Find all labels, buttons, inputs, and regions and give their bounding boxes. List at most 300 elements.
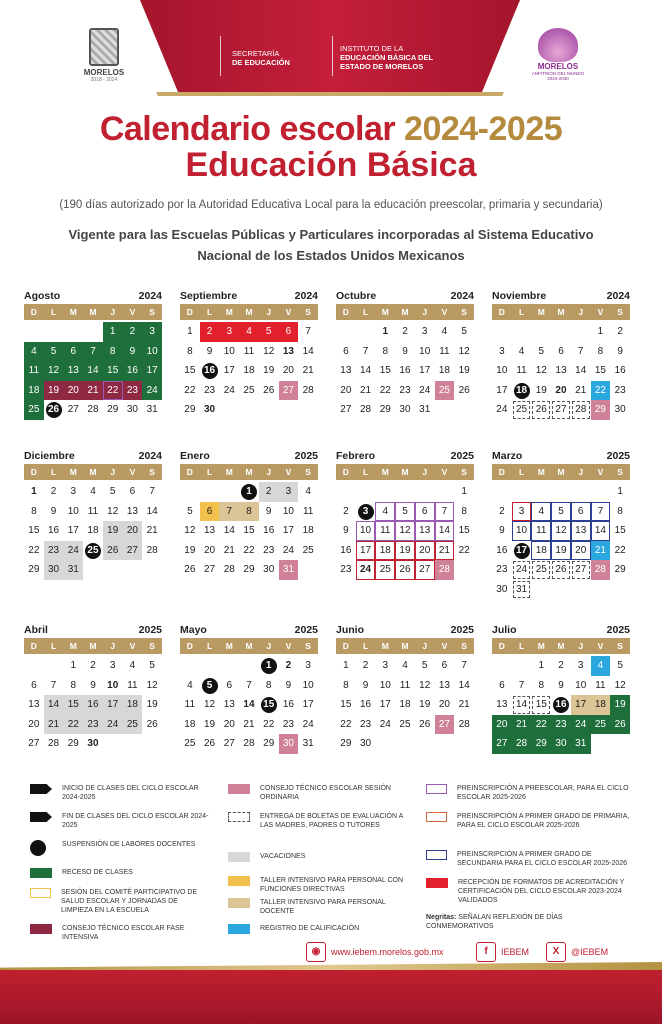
calendar-day: 17 xyxy=(379,699,391,710)
weekday-label: L xyxy=(206,467,213,477)
header-divider xyxy=(220,36,221,76)
weekday-header xyxy=(180,638,318,654)
empty-day xyxy=(44,656,64,676)
calendar-day: 19 xyxy=(551,541,571,561)
calendar-day: 21 xyxy=(146,525,158,536)
calendar-day: 30 xyxy=(204,404,216,415)
calendar-day: 14 xyxy=(575,365,587,376)
calendar-day: 26 xyxy=(146,718,158,730)
suspension-day-marker: 16 xyxy=(202,363,218,379)
calendar-day: 26 xyxy=(204,738,216,749)
calendar-day: 3 xyxy=(577,660,584,671)
weekday-label: D xyxy=(186,307,193,317)
calendar-day: 3 xyxy=(499,345,505,357)
calendar-day: 17 xyxy=(356,541,376,561)
title-text: Calendario escolar xyxy=(99,110,396,148)
weekday-label: J xyxy=(110,467,116,477)
empty-day xyxy=(200,482,220,502)
calendar-day: 24 xyxy=(302,718,314,730)
calendar-day: 1 xyxy=(382,326,389,337)
calendar-day: 20 xyxy=(223,718,235,730)
calendar-day: 3 xyxy=(109,660,116,671)
calendar-day: 13 xyxy=(555,365,567,376)
calendar-day: 15 xyxy=(28,525,40,536)
calendar-day: 3 xyxy=(512,502,532,522)
calendar-day: 29 xyxy=(107,404,119,415)
calendar-day: 30 xyxy=(496,583,508,595)
calendar-day: 1 xyxy=(187,326,193,337)
legend-text: VACACIONES xyxy=(260,853,306,860)
weekday-label: M xyxy=(225,307,233,317)
month-year: 2024 xyxy=(294,290,318,302)
calendar-day xyxy=(259,695,279,715)
empty-day xyxy=(492,482,512,502)
legend-item xyxy=(30,868,210,878)
calendar-day: 6 xyxy=(441,660,448,671)
calendar-day: 19 xyxy=(535,384,547,396)
suspension-day-marker: 5 xyxy=(202,678,218,694)
weekday-label: J xyxy=(422,641,428,651)
calendar-day: 18 xyxy=(591,695,611,715)
calendar-day: 7 xyxy=(149,486,155,497)
calendar-day: 25 xyxy=(375,560,395,580)
month-enero xyxy=(180,450,318,580)
calendar-day: 21 xyxy=(591,541,611,561)
calendar-day: 20 xyxy=(204,544,216,556)
calendar-day: 14 xyxy=(458,679,470,691)
facebook-link[interactable] xyxy=(476,942,529,962)
calendar-day: 31 xyxy=(571,734,591,754)
calendar-day: 12 xyxy=(146,679,158,691)
legend-item xyxy=(228,898,408,916)
weekday-label: J xyxy=(578,467,584,477)
globe-icon: ◉ xyxy=(306,942,326,962)
calendar-day: 3 xyxy=(421,326,428,337)
weekday-label: M xyxy=(89,307,97,317)
weekday-header xyxy=(180,464,318,480)
calendar-day: 26 xyxy=(531,400,551,420)
calendar-day: 7 xyxy=(518,679,525,691)
calendar-day: 23 xyxy=(360,718,372,730)
calendar-day: 9 xyxy=(265,505,272,517)
month-year: 2024 xyxy=(606,290,630,302)
calendar-day: 21 xyxy=(302,365,314,376)
validity-line1: Vigente para las Escuelas Públicas y Particulares incorporadas al Sistema Educativo xyxy=(68,227,594,242)
calendar-day: 6 xyxy=(343,345,349,357)
month-header xyxy=(24,624,162,637)
calendar-day: 2 xyxy=(90,660,96,671)
weekday-header xyxy=(24,638,162,654)
green-legend-icon xyxy=(30,868,52,878)
blue-legend-icon xyxy=(228,924,250,934)
calendar-day: 22 xyxy=(243,544,255,556)
month-year: 2025 xyxy=(606,450,630,462)
website-link[interactable] xyxy=(306,942,444,962)
calendar-day: 14 xyxy=(83,361,103,381)
calendar-day: 28 xyxy=(591,560,611,580)
red-legend-icon xyxy=(426,878,448,888)
calendar-day: 15 xyxy=(184,365,196,376)
weekday-label: M xyxy=(381,467,389,477)
calendar-day: 30 xyxy=(360,738,372,749)
weekday-label: L xyxy=(518,307,525,317)
legend-text: PREINSCRIPCIÓN A PRIMER GRADO DE SECUNDARIA PARA EL CICLO ESCOLAR 2025-2026 xyxy=(457,851,628,867)
suspension-day-marker: 17 xyxy=(514,543,530,559)
days-authorized-note: (190 días autorizado por la Autoridad Educativa Local para la educación preescolar, primaria y secundaria) xyxy=(59,199,603,211)
calendar-day: 13 xyxy=(415,521,435,541)
calendar-day: 10 xyxy=(67,505,79,517)
calendar-day: 13 xyxy=(63,361,83,381)
calendar-day: 7 xyxy=(435,502,455,522)
calendar-day: 12 xyxy=(551,521,571,541)
weekday-label: M xyxy=(245,641,253,651)
calendar-day: 7 xyxy=(461,660,467,671)
calendar-day: 27 xyxy=(415,560,435,580)
empty-day xyxy=(63,322,83,342)
weekday-label: M xyxy=(401,641,409,651)
weekday-label: S xyxy=(149,467,155,477)
weekday-label: L xyxy=(50,641,57,651)
calendar-day: 20 xyxy=(63,381,83,401)
month-year: 2025 xyxy=(294,450,318,462)
x-link[interactable] xyxy=(546,942,608,962)
weekday-label: L xyxy=(362,467,369,477)
calendar-day: 3 xyxy=(279,482,299,502)
empty-day xyxy=(571,482,591,502)
legend-text: FIN DE CLASES DEL CICLO ESCOLAR 2024-2025 xyxy=(62,813,209,829)
calendar-day: 5 xyxy=(538,345,545,357)
weekday-label: M xyxy=(537,307,545,317)
pink-legend-icon xyxy=(228,784,250,794)
calendar-day: 3 xyxy=(70,486,77,497)
calendar-day: 25 xyxy=(184,738,196,749)
calendar-day: 16 xyxy=(360,699,372,710)
calendar-day: 14 xyxy=(360,365,372,376)
calendar-day: 11 xyxy=(184,699,196,710)
calendar-day: 5 xyxy=(617,660,623,671)
calendar-day: 4 xyxy=(24,342,44,362)
calendar-day: 26 xyxy=(263,384,275,396)
morelos-lotus-logo xyxy=(528,28,588,81)
weekday-label: D xyxy=(498,307,505,317)
calendar-day: 14 xyxy=(302,345,314,357)
weekday-label: S xyxy=(617,641,623,651)
calendar-day: 30 xyxy=(551,734,571,754)
calendar-day: 22 xyxy=(340,718,352,730)
pur-out-legend-icon xyxy=(426,784,447,794)
weekday-label: M xyxy=(69,307,77,317)
weekday-label: L xyxy=(518,641,525,651)
calendar-day: 22 xyxy=(103,381,123,401)
yel-out-legend-icon xyxy=(30,888,51,898)
day-grid xyxy=(492,482,630,599)
calendar-day: 18 xyxy=(399,699,411,710)
weekday-label: V xyxy=(129,641,136,651)
weekday-label: M xyxy=(89,467,97,477)
right-logo-name: MORELOS xyxy=(537,62,579,71)
weekday-header xyxy=(336,464,474,480)
calendar-day: 2 xyxy=(285,660,292,671)
weekday-label: S xyxy=(617,467,623,477)
weekday-label: S xyxy=(617,307,623,317)
month-header xyxy=(336,450,474,463)
weekday-label: V xyxy=(597,641,604,651)
calendar-day: 28 xyxy=(87,404,99,415)
calendar-day: 10 xyxy=(512,521,532,541)
legend-item xyxy=(228,852,408,862)
calendar-day: 5 xyxy=(551,502,571,522)
website-text: www.iebem.morelos.gob.mx xyxy=(331,947,444,957)
calendar-day: 20 xyxy=(492,715,512,735)
empty-day xyxy=(83,322,103,342)
suspension-day-marker: 1 xyxy=(261,658,277,674)
calendar-day: 27 xyxy=(223,738,235,749)
calendar-day: 10 xyxy=(419,345,431,357)
calendar-day: 9 xyxy=(362,679,369,691)
calendar-day: 17 xyxy=(496,384,508,396)
calendar-day: 17 xyxy=(67,525,79,536)
calendar-day: 15 xyxy=(531,695,551,715)
calendar-day: 25 xyxy=(24,400,44,420)
month-year: 2025 xyxy=(138,624,162,636)
x-text: @IEBEM xyxy=(571,947,609,957)
weekday-label: M xyxy=(245,307,253,317)
calendar-day: 12 xyxy=(395,521,415,541)
calendar-day: 16 xyxy=(123,361,143,381)
calendar-day: 11 xyxy=(439,345,450,357)
weekday-label: M xyxy=(225,467,233,477)
calendar-day: 29 xyxy=(184,404,196,415)
calendar-day: 19 xyxy=(263,365,275,376)
calendar-day: 15 xyxy=(340,699,352,710)
x-icon: X xyxy=(546,942,566,962)
calendar-day: 27 xyxy=(279,381,299,401)
title-year: 2024-2025 xyxy=(404,110,563,148)
calendar-day: 12 xyxy=(614,679,626,691)
calendar-day: 18 xyxy=(302,525,314,536)
weekday-label: D xyxy=(498,467,505,477)
calendar-day: 12 xyxy=(184,525,196,536)
calendar-day: 28 xyxy=(360,404,372,415)
calendar-day: 28 xyxy=(48,738,60,749)
weekday-label: S xyxy=(461,307,467,317)
day-grid xyxy=(180,322,318,420)
calendar-day: 22 xyxy=(614,544,626,556)
calendar-day: 4 xyxy=(518,345,525,357)
calendar-day: 11 xyxy=(399,679,411,691)
page-subtitle-title: Educación Básica xyxy=(185,146,477,184)
weekday-header xyxy=(492,638,630,654)
calendar-day: 16 xyxy=(614,365,626,376)
calendar-day: 20 xyxy=(571,541,591,561)
gray-legend-icon xyxy=(228,852,250,862)
calendar-day: 2 xyxy=(259,482,279,502)
yellow-legend-icon xyxy=(228,876,250,886)
calendar-day: 7 xyxy=(591,502,611,522)
calendar-day: 31 xyxy=(63,560,83,580)
legend-item xyxy=(30,888,210,915)
calendar-day: 10 xyxy=(575,679,587,691)
calendar-day: 13 xyxy=(496,699,508,710)
weekday-label: M xyxy=(69,467,77,477)
right-logo-sub: ANFITRIÓN DEL MUNDO xyxy=(531,71,585,76)
calendar-day: 8 xyxy=(103,342,123,362)
weekday-label: M xyxy=(537,467,545,477)
weekday-label: S xyxy=(149,307,155,317)
calendar-day: 17 xyxy=(142,361,162,381)
legend-item xyxy=(228,812,408,830)
calendar-day: 2 xyxy=(200,322,220,342)
month-name: Febrero xyxy=(336,450,376,462)
legend-item xyxy=(30,784,210,802)
calendar-day: 3 xyxy=(219,322,239,342)
calendar-day: 27 xyxy=(204,564,216,575)
empty-day xyxy=(219,656,239,676)
calendar-day: 6 xyxy=(63,342,83,362)
calendar-day: 3 xyxy=(142,322,162,342)
maroon-legend-icon xyxy=(30,924,52,934)
month-header xyxy=(492,290,630,303)
month-junio xyxy=(336,624,474,754)
empty-day xyxy=(531,482,551,502)
weekday-label: S xyxy=(305,307,311,317)
calendar-day: 2 xyxy=(617,326,623,337)
suspension-day-marker: 15 xyxy=(261,697,277,713)
month-header xyxy=(492,450,630,463)
weekday-label: J xyxy=(110,307,116,317)
calendar-day: 11 xyxy=(516,365,527,376)
calendar-day: 2 xyxy=(402,326,408,337)
calendar-day: 11 xyxy=(87,505,99,517)
calendar-day: 15 xyxy=(379,365,391,376)
weekday-label: L xyxy=(50,467,57,477)
header-divider-2 xyxy=(332,36,333,76)
calendar-day: 19 xyxy=(419,699,431,710)
calendar-day: 8 xyxy=(382,345,389,357)
calendar-day: 4 xyxy=(531,502,551,522)
calendar-day: 2 xyxy=(123,322,143,342)
weekday-header xyxy=(492,304,630,320)
calendar-day: 26 xyxy=(551,560,571,580)
month-year: 2025 xyxy=(450,624,474,636)
calendar-day: 5 xyxy=(44,342,64,362)
calendar-day xyxy=(83,541,103,561)
calendar-day: 17 xyxy=(223,365,235,376)
calendar-day: 22 xyxy=(591,381,611,401)
calendar-day: 2 xyxy=(362,660,369,671)
calendar-day: 7 xyxy=(577,345,584,357)
month-year: 2024 xyxy=(138,450,162,462)
calendar-day: 7 xyxy=(305,326,311,337)
calendar-day: 15 xyxy=(103,361,123,381)
calendar-day: 26 xyxy=(103,541,123,561)
weekday-label: V xyxy=(129,467,136,477)
calendar-day: 24 xyxy=(571,715,591,735)
negritas-note xyxy=(426,913,626,931)
empty-day xyxy=(356,482,376,502)
state-seal-icon xyxy=(89,28,119,66)
calendar-day: 21 xyxy=(360,384,372,396)
calendar-day: 24 xyxy=(419,384,431,396)
calendar-day: 3 xyxy=(305,660,311,671)
weekday-label: M xyxy=(557,467,565,477)
calendar-day: 23 xyxy=(282,718,294,730)
calendar-day: 5 xyxy=(149,660,155,671)
empty-day xyxy=(180,656,200,676)
month-name: Marzo xyxy=(492,450,523,462)
calendar-day: 3 xyxy=(382,660,389,671)
month-year: 2025 xyxy=(606,624,630,636)
legend-text: CONSEJO TÉCNICO ESCOLAR SESIÓN ORDINARIA xyxy=(260,785,391,801)
calendar-day: 27 xyxy=(123,541,143,561)
footer-red-band xyxy=(0,970,662,1024)
calendar-day: 6 xyxy=(31,679,37,691)
legend-item xyxy=(426,784,636,802)
calendar-day: 26 xyxy=(458,384,470,396)
empty-day xyxy=(375,482,395,502)
calendar-day: 22 xyxy=(184,384,196,396)
calendar-day: 13 xyxy=(282,345,294,357)
calendar-day: 20 xyxy=(555,384,567,396)
calendar-day: 23 xyxy=(83,715,103,735)
validity-statement xyxy=(0,224,662,266)
calendar-day: 20 xyxy=(282,365,294,376)
footer xyxy=(0,940,662,1024)
legend-item xyxy=(30,812,210,830)
weekday-header xyxy=(24,464,162,480)
calendar-day: 28 xyxy=(435,560,455,580)
calendar-day: 1 xyxy=(538,660,545,671)
calendar-day: 24 xyxy=(103,715,123,735)
weekday-label: J xyxy=(110,641,116,651)
calendar-day: 2 xyxy=(499,505,505,517)
empty-day xyxy=(512,322,532,342)
calendar-day: 1 xyxy=(617,486,623,497)
calendar-day: 25 xyxy=(531,560,551,580)
month-name: Septiembre xyxy=(180,290,238,302)
suspension-day-marker: 18 xyxy=(514,383,530,399)
weekday-label: D xyxy=(186,641,193,651)
calendar-day: 24 xyxy=(142,381,162,401)
month-febrero xyxy=(336,450,474,580)
calendar-day: 15 xyxy=(458,525,470,536)
legend-item xyxy=(426,812,636,830)
calendar-day: 24 xyxy=(282,544,294,556)
calendar-day: 10 xyxy=(107,679,119,691)
page-title xyxy=(0,110,662,149)
state-years: 2018 - 2024 xyxy=(90,77,118,83)
month-name: Diciembre xyxy=(24,450,75,462)
month-year: 2025 xyxy=(294,624,318,636)
weekday-label: D xyxy=(30,307,37,317)
calendar-day: 26 xyxy=(419,718,431,730)
calendar-day: 14 xyxy=(146,505,158,517)
calendar-day: 1 xyxy=(103,322,123,342)
calendar-day: 23 xyxy=(496,564,508,575)
month-julio xyxy=(492,624,630,754)
month-year: 2024 xyxy=(138,290,162,302)
weekday-label: D xyxy=(30,467,37,477)
weekday-label: L xyxy=(362,641,369,651)
calendar-day: 18 xyxy=(87,525,99,536)
calendar-day: 21 xyxy=(512,715,532,735)
day-grid xyxy=(336,482,474,580)
arrow-legend-icon xyxy=(30,784,52,794)
calendar-day: 4 xyxy=(441,326,448,337)
calendar-day: 1 xyxy=(70,660,77,671)
day-grid xyxy=(180,482,318,580)
calendar-day: 4 xyxy=(591,656,611,676)
